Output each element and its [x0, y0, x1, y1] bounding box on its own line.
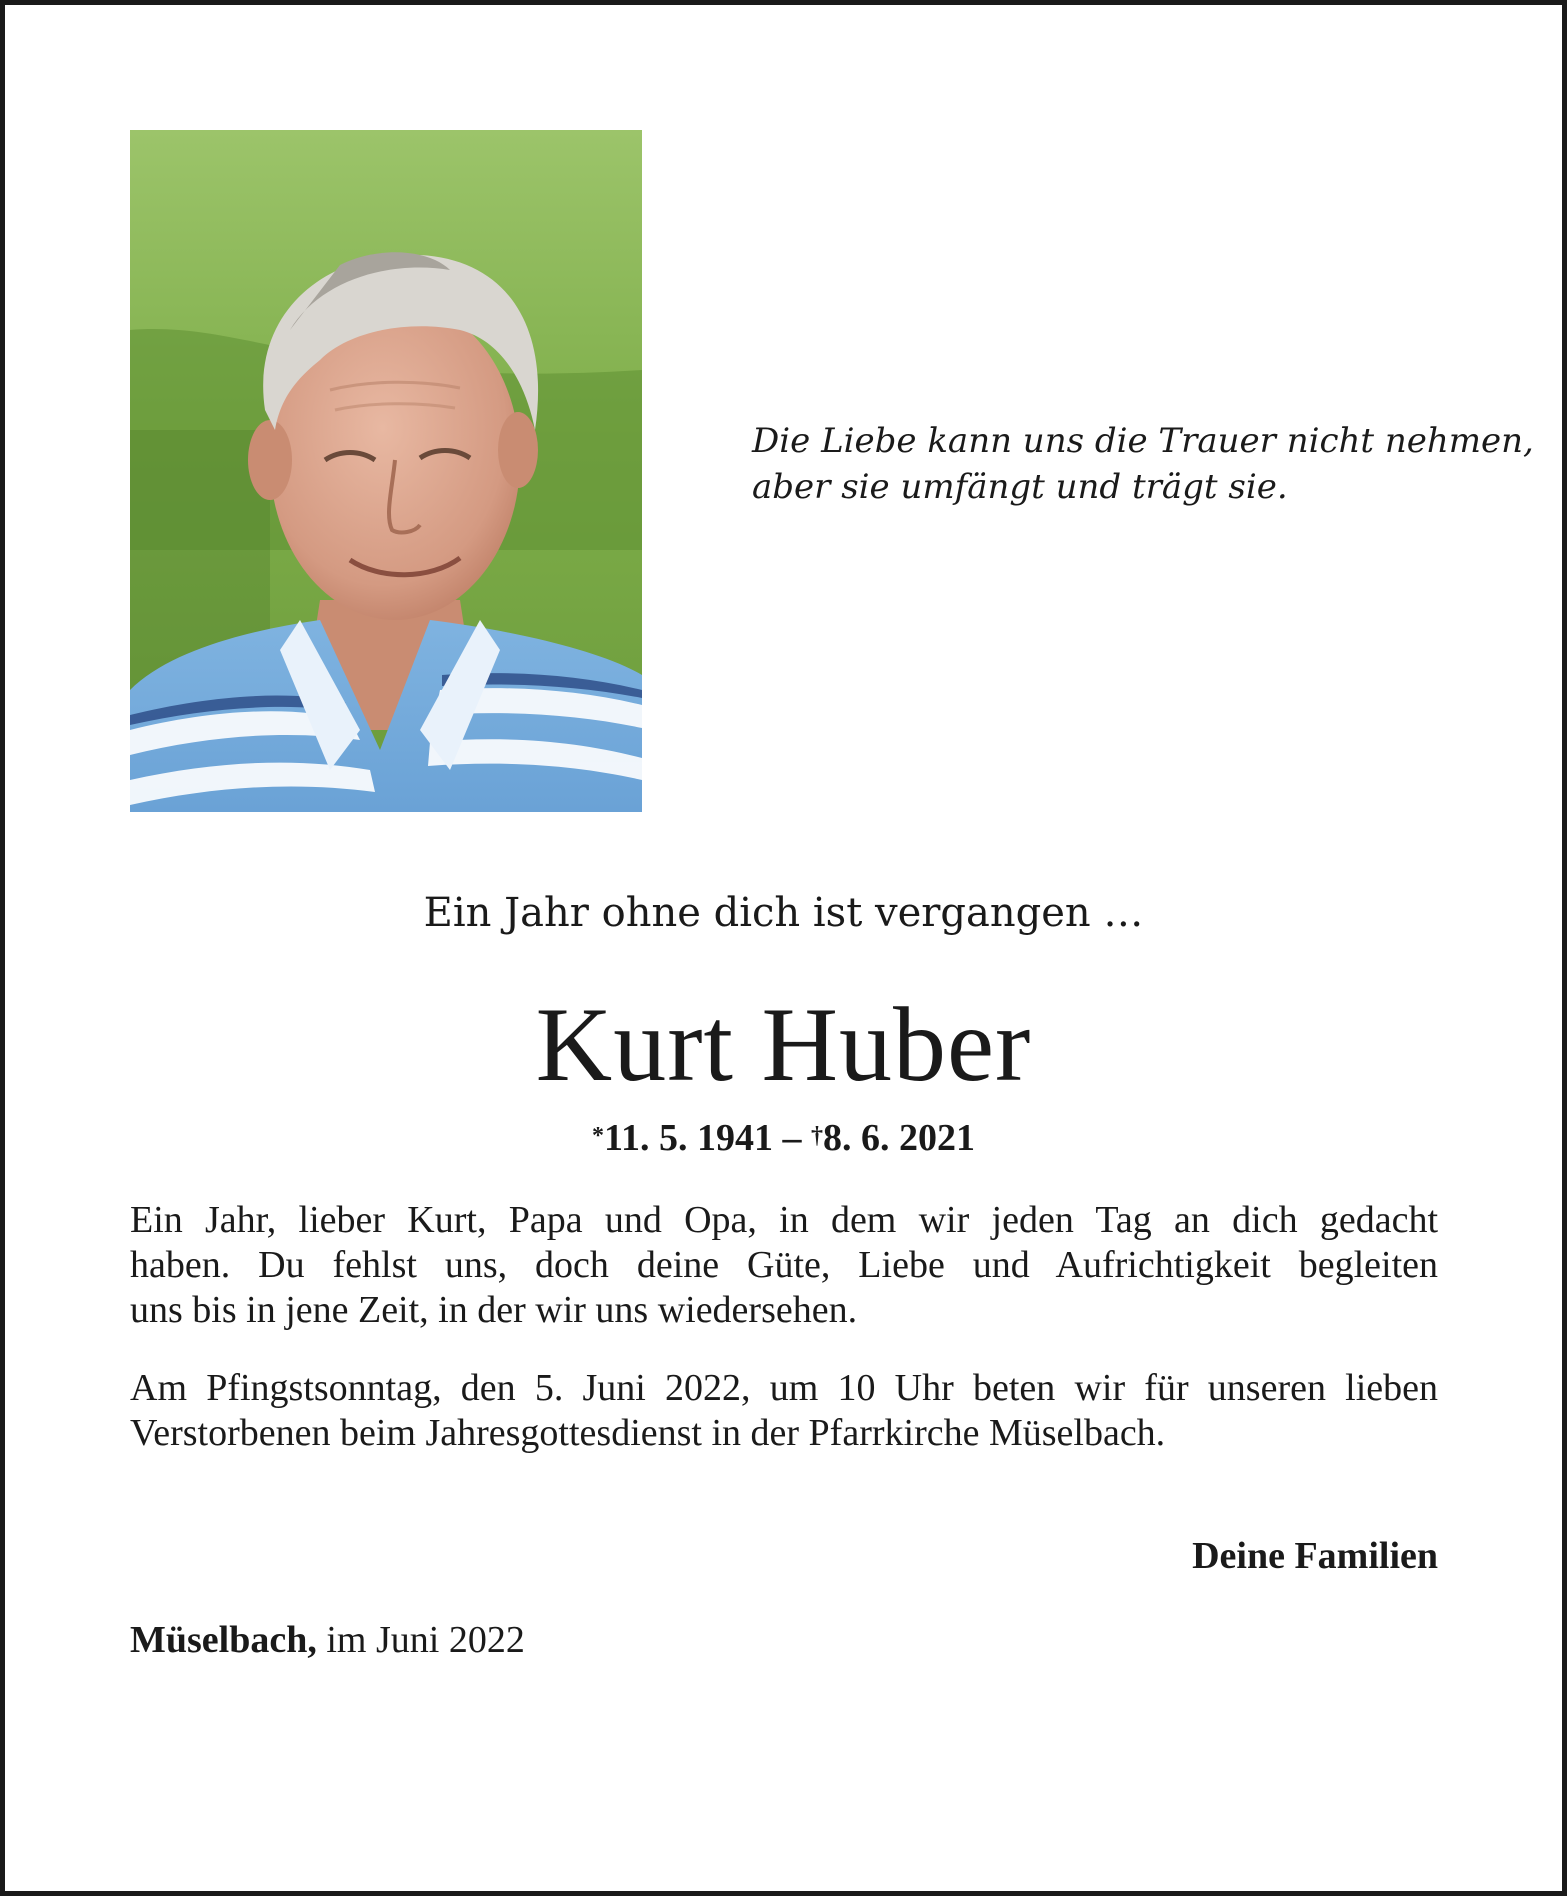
deceased-name: Kurt Huber: [535, 986, 1032, 1103]
quote-line-2: aber sie umfängt und trägt sie.: [752, 467, 1288, 507]
paragraph-remembrance: [130, 1198, 1438, 1333]
paragraph-line: haben. Du fehlst uns, doch deine Güte, Liebe und Aufrichtigkeit begleiten: [130, 1244, 1438, 1286]
family-signature: Deine Familien: [1192, 1535, 1438, 1577]
paragraph-service-info: [130, 1366, 1438, 1456]
date-separator: –: [772, 1117, 811, 1159]
death-symbol: †: [810, 1123, 823, 1149]
paragraph-line: uns bis in jene Zeit, in der wir uns wiedersehen.: [130, 1289, 858, 1331]
death-date: 8. 6. 2021: [822, 1117, 975, 1159]
paragraph-line: Ein Jahr, lieber Kurt, Papa und Opa, in dem wir jeden Tag an dich gedacht: [130, 1199, 1438, 1241]
place-and-date: [130, 1616, 525, 1664]
portrait-photo: [130, 130, 642, 812]
place-town: Müselbach,: [130, 1619, 317, 1661]
life-dates: [0, 1113, 1567, 1163]
birth-symbol: *: [592, 1123, 605, 1149]
paragraph-line: Verstorbenen beim Jahresgottesdienst in der Pfarrkirche Müselbach.: [130, 1412, 1166, 1454]
memorial-quote: [752, 418, 1534, 510]
intro-line: Ein Jahr ohne dich ist vergangen …: [423, 890, 1144, 936]
place-date: im Juni 2022: [316, 1619, 525, 1661]
paragraph-line: Am Pfingstsonntag, den 5. Juni 2022, um 10 Uhr beten wir für unseren lieben: [130, 1367, 1438, 1409]
birth-date: 11. 5. 1941: [604, 1117, 773, 1159]
quote-line-1: Die Liebe kann uns die Trauer nicht nehmen,: [752, 421, 1534, 461]
